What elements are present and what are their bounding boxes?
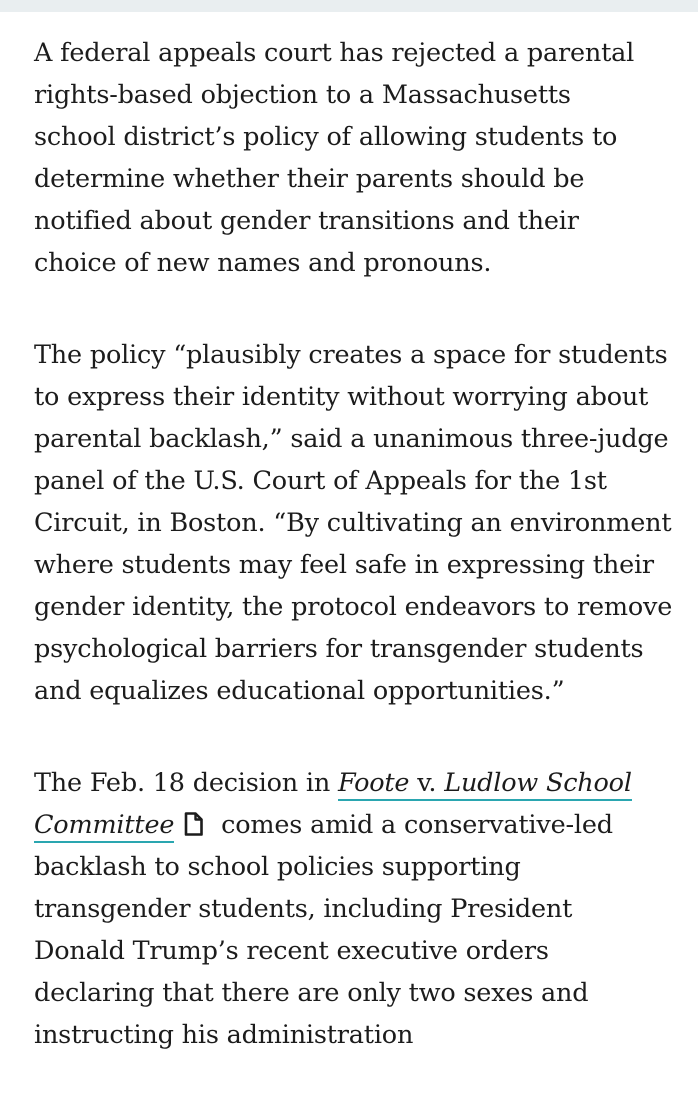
paragraph-3-rest-text: comes amid a conservative-led backlash to school policies supporting transgender students, including President Donald Trump’s recent executive orders declaring that there are only two sexes and instructing his administration bbox=[34, 810, 613, 1050]
article-paragraph-2: The policy “plausibly creates a space for students to express their identity without worrying about parental backlash,” said a unanimous three-judge panel of the U.S. Court of Appeals for the 1st Circuit, in Boston. “By cultivating an environment where students may feel safe in expressing their gender identity, the protocol endeavors to remove psychological barriers for transgender students and equalizes educational opportunities.” bbox=[34, 340, 673, 706]
case-party-defendant: Ludlow School Committee bbox=[34, 768, 632, 840]
case-versus: v. bbox=[409, 768, 445, 798]
case-party-plaintiff: Foote bbox=[337, 768, 410, 798]
article-paragraph-1: A federal appeals court has rejected a parental rights-based objection to a Massachusetts school district’s policy of allowing students to determine whether their parents should be notified about gender transitions and their choice of new names and pronouns. bbox=[34, 38, 635, 278]
top-toolbar-strip bbox=[0, 0, 698, 12]
article-body bbox=[34, 32, 674, 1106]
paragraph-3-lead-text: The Feb. 18 decision in bbox=[34, 768, 338, 798]
article-paragraph-3 bbox=[34, 762, 666, 1056]
document-icon[interactable] bbox=[184, 807, 203, 831]
